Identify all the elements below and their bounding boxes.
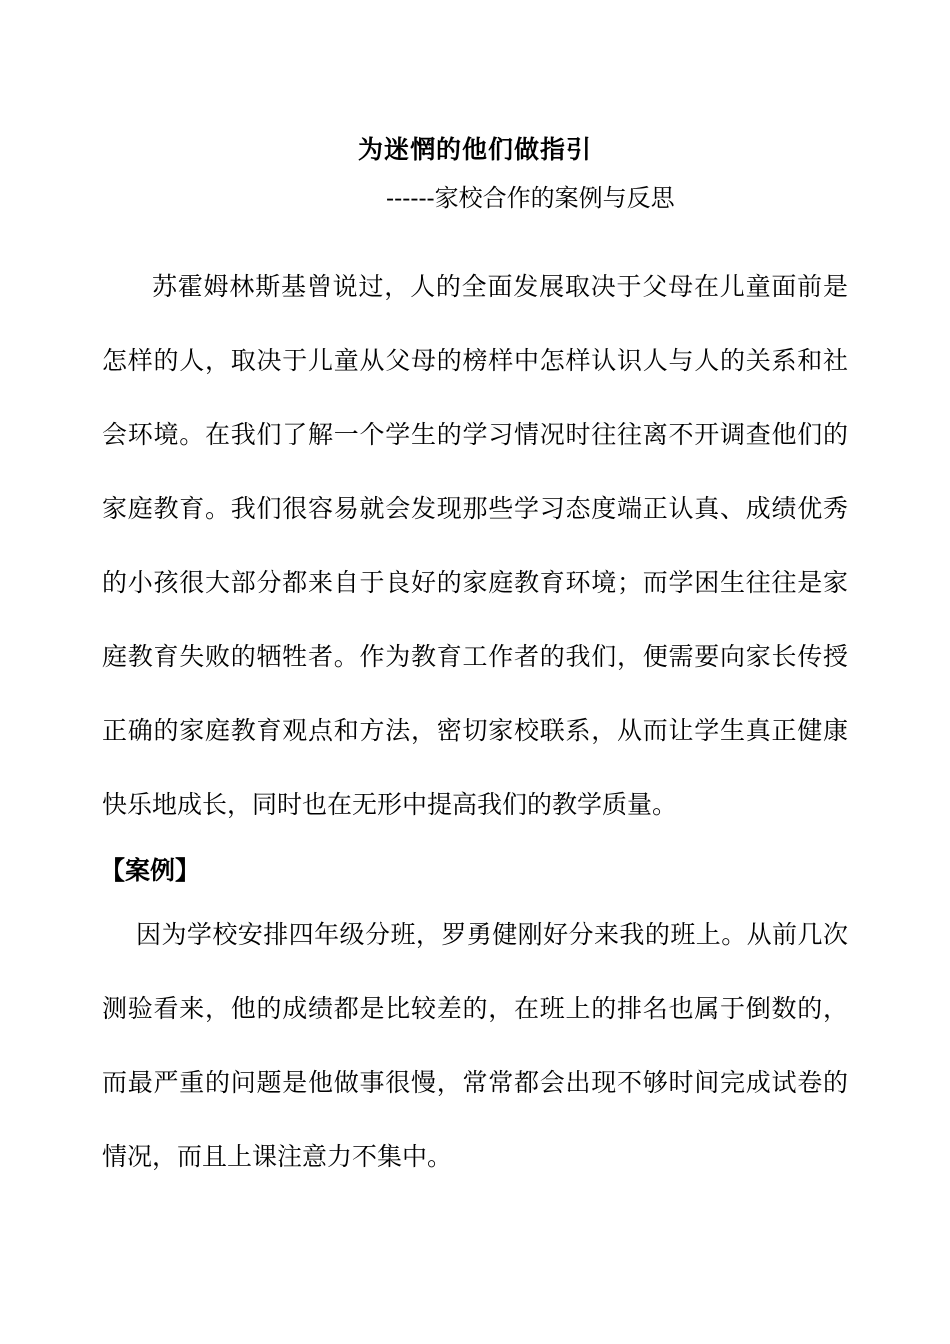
document-subtitle: ------家校合作的案例与反思 [386,184,675,212]
case-heading: 【案例】 [100,856,201,885]
case-paragraph: 因为学校安排四年级分班，罗勇健刚好分来我的班上。从前几次测验看来，他的成绩都是比较差的，在班上的排名也属于倒数的，而最严重的问题是他做事很慢，常常都会出现不够时间完成试卷的情况，而且上课注意力不集中。 [102,920,848,1171]
document-title: 为迷惘的他们做指引 [357,135,592,164]
intro-paragraph: 苏霍姆林斯基曾说过，人的全面发展取决于父母在儿童面前是怎样的人，取决于儿童从父母的榜样中怎样认识人与人的关系和社会环境。在我们了解一个学生的学习情况时往往离不开调查他们的家庭教育。我们很容易就会发现那些学习态度端正认真、成绩优秀的小孩很大部分都来自于良好的家庭教育环境；而学困生往往是家庭教育失败的牺牲者。作为教育工作者的我们，便需要向家长传授正确的家庭教育观点和方法，密切家校联系，从而让学生真正健康快乐地成长，同时也在无形中提高我们的教学质量。 [102,272,848,819]
